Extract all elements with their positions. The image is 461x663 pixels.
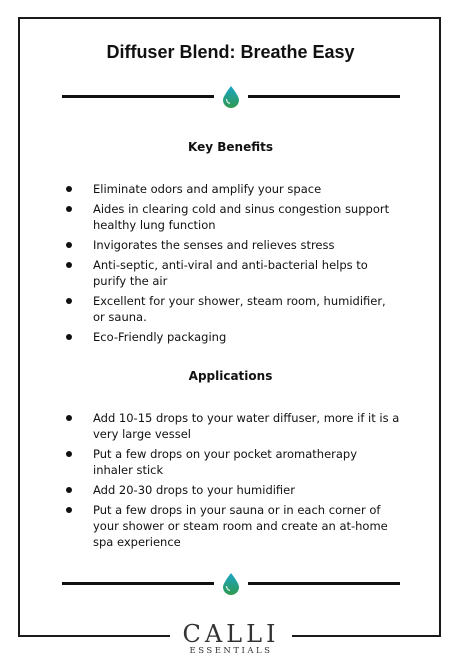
- divider-line-left: [62, 582, 214, 585]
- bullet-icon: [66, 242, 72, 248]
- section-heading-applications: Applications: [188, 369, 273, 383]
- list-item: Excellent for your shower, steam room, humidifier, or sauna.: [60, 293, 400, 325]
- list-item: Add 20-30 drops to your humidifier: [60, 482, 400, 498]
- bullet-icon: [66, 262, 72, 268]
- list-item: Invigorates the senses and relieves stress: [60, 237, 400, 253]
- top-divider: [62, 86, 400, 108]
- list-item: Eco-Friendly packaging: [60, 329, 400, 345]
- bottom-divider: [62, 573, 400, 595]
- list-item: Put a few drops on your pocket aromatherapy inhaler stick: [60, 446, 400, 478]
- list-item: Add 10-15 drops to your water diffuser, more if it is a very large vessel: [60, 410, 400, 442]
- page-title: Diffuser Blend: Breathe Easy: [106, 42, 355, 62]
- list-item: Put a few drops in your sauna or in each corner of your shower or steam room and create an at-home spa experience: [60, 502, 400, 550]
- key-benefits-list: [60, 181, 400, 349]
- applications-list: [60, 410, 400, 554]
- list-item: Aides in clearing cold and sinus congestion support healthy lung function: [60, 201, 400, 233]
- bullet-icon: [66, 298, 72, 304]
- bullet-icon: [66, 415, 72, 421]
- list-item: Eliminate odors and amplify your space: [60, 181, 400, 197]
- list-item: Anti-septic, anti-viral and anti-bacterial helps to purify the air: [60, 257, 400, 289]
- logo-brand-text: CALLI: [182, 620, 280, 648]
- divider-line-right: [248, 582, 400, 585]
- bullet-icon: [66, 334, 72, 340]
- bullet-icon: [66, 206, 72, 212]
- bullet-icon: [66, 186, 72, 192]
- bullet-icon: [66, 487, 72, 493]
- water-drop-icon: [222, 573, 240, 595]
- calli-essentials-logo: [170, 622, 292, 656]
- bullet-icon: [66, 451, 72, 457]
- divider-line-left: [62, 95, 214, 98]
- logo-sub-text: ESSENTIALS: [189, 646, 273, 656]
- water-drop-icon: [222, 86, 240, 108]
- section-heading-key-benefits: Key Benefits: [188, 140, 273, 154]
- divider-line-right: [248, 95, 400, 98]
- bullet-icon: [66, 507, 72, 513]
